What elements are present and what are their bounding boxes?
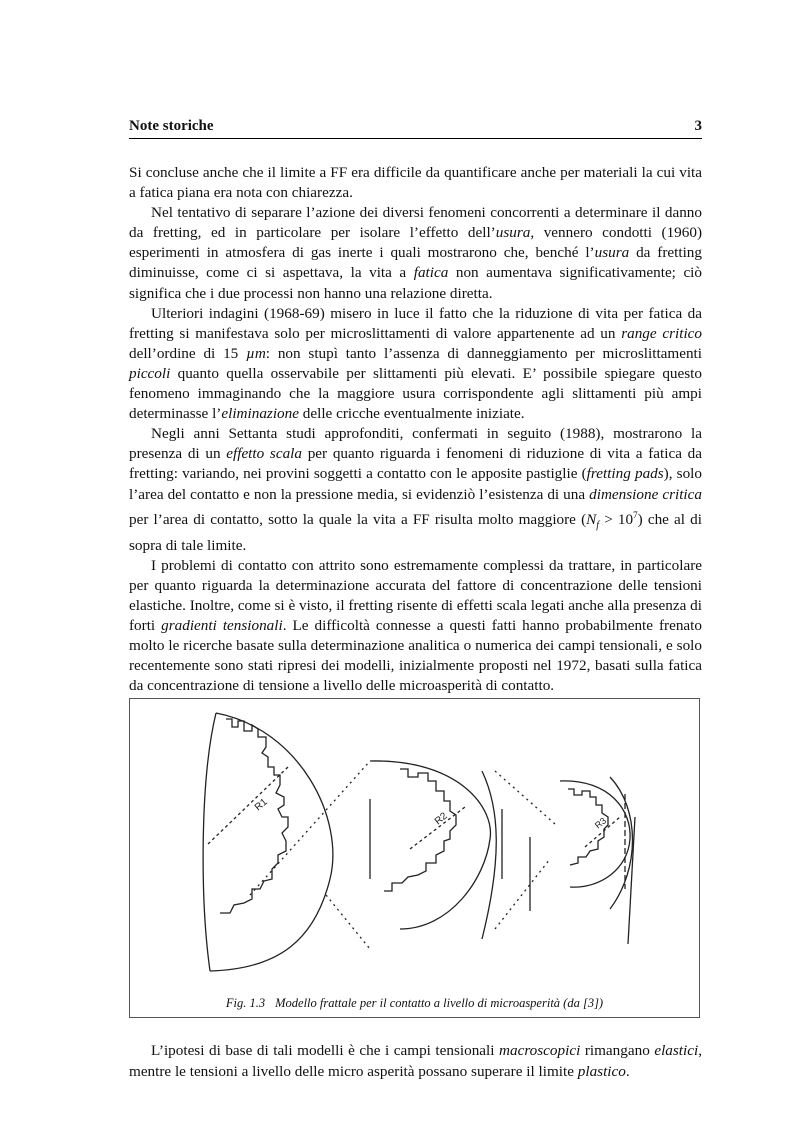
paragraph-1: Si concluse anche che il limite a FF era difficile da quantificare anche per materiali la cui vita a fatica piana era nota con chiarezza. [129,164,702,202]
paragraph-3: Ulteriori indagini (1968-69) misero in luce il fatto che la riduzione di vita per fatica da fretting si manifestava solo per microslittamenti di valore appartenente ad un range critico dell’ordine di 15 µm: non stupì tanto l’assenza di danneggiamento per microslittamenti piccoli quanto quella osservabile per slittamenti più elevati. E’ possibile spiegare questo fenomeno immaginando che la maggiore usura corrispondente agli slittamenti più ampi determinasse l’eliminazione delle cricche eventualmente iniziate. [129,304,702,423]
paragraph-4: Negli anni Settanta studi approfonditi, confermati in seguito (1988), mostrarono la presenza di un effetto scala per quanto riguarda i fenomeni di riduzione di vita a fatica da fretting: variando, nei provini soggetti a contatto con le apposite pastiglie (fretting pads), solo l’area del contatto e non la pressione media, si evidenziò l’esistenza di una dimensione critica per l’area di contatto, sotto la quale la vita a FF risulta molto maggiore $(N_f > 10^7)$ che al di sopra di tale limite. [129,425,703,554]
inline-formula: $N_f > 10^7$ [586,509,638,531]
running-header [129,118,702,139]
caption-text: Modello frattale per il contatto a livello di microasperità (da [3]) [275,996,604,1010]
paragraph-5: I problemi di contatto con attrito sono estremamente complessi da trattare, in particolare per quanto riguarda la determinazione accurata del fattore di concentrazione delle tensioni elastiche. Inoltre, come si è visto, il fretting risente di effetti scala legati anche alla presenza di forti gradienti tensionali. Le difficoltà connesse a questi fatti hanno probabilmente frenato molto le ricerche basate sulla determinazione analitica o numerica dei campi tensionali, e solo recentemente sono stati ripresi dei modelli, inizialmente proposti nel 1972, basati sulla fatica da concentrazione di tensione a livello delle microasperità di contatto. [129,556,702,695]
body-text [129,163,702,697]
guide-line-2 [326,895,370,949]
paragraph-2: Nel tentativo di separare l’azione dei diversi fenomeni concorrenti a determinare il danno da fretting, ed in particolare per isolare l’effetto dell’usura, vennero condotti (1960) esperimenti in atmosfera di gas inerte i quali mostrarono che, benché l’usura da fretting diminuisse, come ci si aspettava, la vita a fatica non aumentava significativamente; ciò significa che i due processi non hanno una relazione diretta. [129,204,702,302]
section-title: Note storiche [129,118,214,134]
label-r2: R2 [432,810,450,828]
label-r3: R3 [592,815,609,831]
caption-number: Fig. 1.3 [225,996,266,1010]
contact-body-1-arc [210,713,333,971]
figure-1-3 [129,698,700,1018]
figure-caption [130,996,699,1011]
asperity-profile-2 [384,769,456,891]
contact-body-2 [370,761,490,929]
guide-line-4 [495,859,550,929]
guide-line-1 [250,761,370,895]
body-text-continued [129,1040,702,1082]
radius-r2 [410,807,465,849]
paragraph-6: L’ipotesi di base di tali modelli è che i campi tensionali macroscopici rimangano elastici, mentre le tensioni a livello delle micro asperità possano superare il limite plastico. [129,1042,703,1080]
guide-line-3 [495,771,555,824]
separator-curve-1 [482,771,496,939]
label-r1: R1 [252,796,270,814]
fractal-contact-diagram [130,699,699,1017]
contact-line-3b [628,817,635,944]
asperity-profile-1 [220,719,288,913]
radius-r1 [208,767,288,844]
page-number: 3 [694,118,702,134]
